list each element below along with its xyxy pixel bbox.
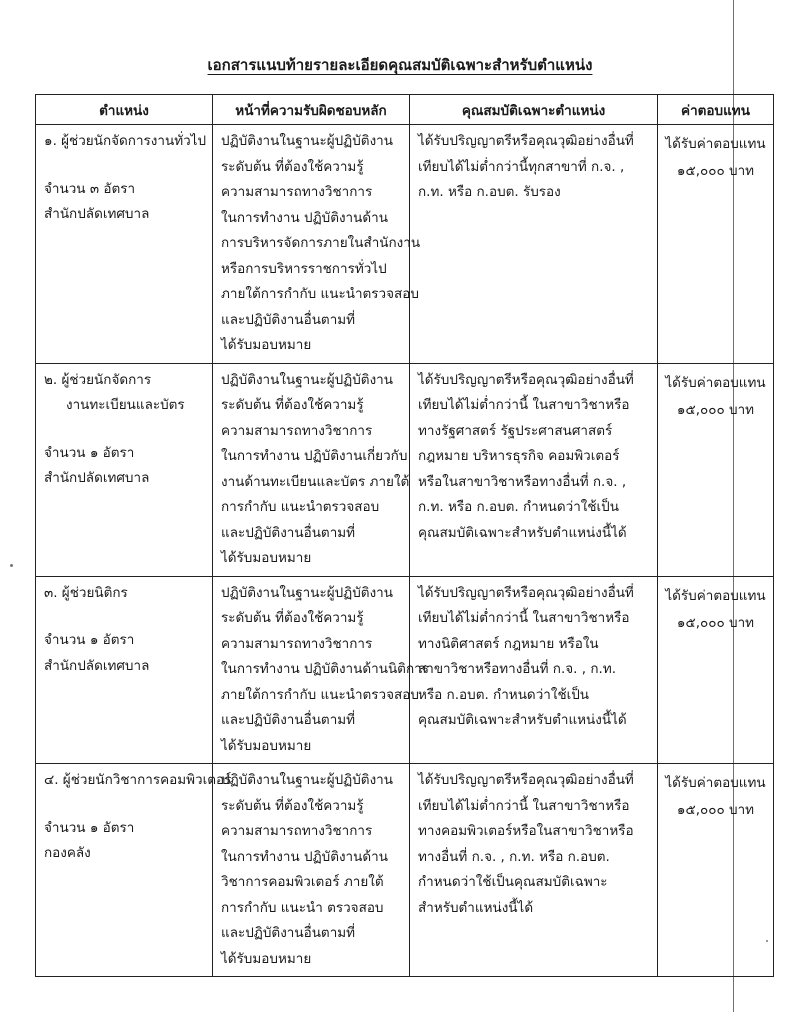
position-title: ๔. ผู้ช่วยนักวิชาการคอมพิวเตอร์ xyxy=(44,772,232,788)
duty-line: ระดับต้น ที่ต้องใช้ความรู้ xyxy=(221,797,364,814)
qualification-line: ก.ท. หรือ ก.อบต. รับรอง xyxy=(418,184,561,200)
spacer xyxy=(44,794,206,816)
duty-line: ภายใต้การกำกับ แนะนำตรวจสอบ xyxy=(221,686,419,703)
duties-cell xyxy=(213,363,410,576)
position-quota: จำนวน ๑ อัตรา xyxy=(44,819,135,836)
qualification-line: ได้รับปริญญาตรีหรือคุณวุฒิอย่างอื่นที่ xyxy=(418,133,634,149)
qualification-line: สาขาวิชาหรือทางอื่นที่ ก.จ. , ก.ท. xyxy=(418,661,617,677)
qualification-line: คุณสมบัติเฉพาะสำหรับตำแหน่งนี้ได้ xyxy=(418,712,627,728)
position-quota: จำนวน ๑ อัตรา xyxy=(44,444,135,461)
duty-line: ปฏิบัติงานในฐานะผู้ปฏิบัติงาน xyxy=(221,371,393,388)
duty-line: และปฏิบัติงานอื่นตามที่ xyxy=(221,712,356,728)
compensation-line: ๑๕,๐๐๐ บาท xyxy=(676,802,755,818)
qualification-table xyxy=(35,94,774,977)
duty-line: ระดับต้น ที่ต้องใช้ความรู้ xyxy=(221,397,364,413)
compensation-cell xyxy=(658,125,774,364)
qualifications-cell xyxy=(410,125,658,364)
qualification-line: ทางนิติศาสตร์ กฎหมาย หรือใน xyxy=(418,635,599,652)
duty-line: ระดับต้น ที่ต้องใช้ความรู้ xyxy=(221,610,364,626)
duty-line: ในการทำงาน ปฏิบัติงานด้านนิติการ xyxy=(221,661,429,677)
duty-line: ความสามารถทางวิชาการ xyxy=(221,184,373,200)
duty-line: ได้รับมอบหมาย xyxy=(221,550,312,566)
table-row xyxy=(36,764,774,977)
compensation-line: ๑๕,๐๐๐ บาท xyxy=(676,401,755,418)
position-cell xyxy=(36,125,213,364)
compensation-line: ๑๕,๐๐๐ บาท xyxy=(676,163,755,179)
table-header-row xyxy=(36,95,774,125)
spacer xyxy=(44,606,206,628)
qualifications-cell xyxy=(410,576,658,764)
compensation-content xyxy=(658,364,773,424)
position-content xyxy=(36,125,212,232)
position-title: งานทะเบียนและบัตร xyxy=(66,397,185,413)
qualifications-cell xyxy=(410,764,658,977)
position-office: สำนักปลัดเทศบาล xyxy=(44,206,150,222)
duty-line: ภายใต้การกำกับ แนะนำตรวจสอบ xyxy=(221,286,419,302)
duty-line: และปฏิบัติงานอื่นตามที่ xyxy=(221,524,356,541)
duty-line: และปฏิบัติงานอื่นตามที่ xyxy=(221,925,356,941)
compensation-content xyxy=(658,764,773,824)
qualifications-content xyxy=(410,764,657,925)
qualifications-content xyxy=(410,364,657,551)
compensation-line: ได้รับค่าตอบแทน xyxy=(665,374,766,391)
duty-line: หรือการบริหารราชการทั่วไป xyxy=(221,260,387,277)
duty-line: ความสามารถทางวิชาการ xyxy=(221,422,373,439)
scan-speck xyxy=(10,564,13,567)
duty-line: การกำกับ แนะนำตรวจสอบ xyxy=(221,499,380,515)
duties-cell xyxy=(213,764,410,977)
qualification-line: ได้รับปริญญาตรีหรือคุณวุฒิอย่างอื่นที่ xyxy=(418,584,634,601)
duty-line: ปฏิบัติงานในฐานะผู้ปฏิบัติงาน xyxy=(221,772,393,788)
header-position: ตำแหน่ง xyxy=(36,95,213,125)
duty-line: ความสามารถทางวิชาการ xyxy=(221,635,373,652)
qualification-line: ทางรัฐศาสตร์ รัฐประศาสนศาสตร์ xyxy=(418,422,613,439)
duty-line: ในการทำงาน ปฏิบัติงานเกี่ยวกับ xyxy=(221,448,408,464)
qualification-line: คุณสมบัติเฉพาะสำหรับตำแหน่งนี้ได้ xyxy=(418,524,627,541)
position-cell xyxy=(36,576,213,764)
qualification-line: ได้รับปริญญาตรีหรือคุณวุฒิอย่างอื่นที่ xyxy=(418,371,634,388)
compensation-line: ได้รับค่าตอบแทน xyxy=(665,775,766,791)
qualifications-content xyxy=(410,125,657,210)
qualification-line: หรือ ก.อบต. กำหนดว่าใช้เป็น xyxy=(418,686,590,703)
qualification-line: กฎหมาย บริหารธุรกิจ คอมพิวเตอร์ xyxy=(418,448,620,464)
position-title: ๒. ผู้ช่วยนักจัดการ xyxy=(44,371,152,388)
duty-line: ในการทำงาน ปฏิบัติงานด้าน xyxy=(221,848,388,865)
compensation-content xyxy=(658,577,773,637)
table-body xyxy=(36,125,774,977)
compensation-line: ๑๕,๐๐๐ บาท xyxy=(676,614,755,631)
duty-line: งานด้านทะเบียนและบัตร ภายใต้ xyxy=(221,473,410,490)
qualification-line: เทียบได้ไม่ต่ำกว่านี้ ในสาขาวิชาหรือ xyxy=(418,797,630,814)
qualification-line: เทียบได้ไม่ต่ำกว่านี้ ในสาขาวิชาหรือ xyxy=(418,610,630,626)
duty-line: ได้รับมอบหมาย xyxy=(221,950,312,967)
duties-content xyxy=(213,364,409,576)
qualification-line: ทางคอมพิวเตอร์หรือในสาขาวิชาหรือ xyxy=(418,823,634,839)
duties-content xyxy=(213,577,429,764)
qualification-line: ทางอื่นที่ ก.จ. , ก.ท. หรือ ก.อบต. xyxy=(418,848,610,865)
position-title: ๑. ผู้ช่วยนักจัดการงานทั่วไป xyxy=(44,133,207,149)
duty-line: การบริหารจัดการภายในสำนักงาน xyxy=(221,235,421,251)
position-cell xyxy=(36,363,213,576)
table-row xyxy=(36,125,774,364)
duty-line: ในการทำงาน ปฏิบัติงานด้าน xyxy=(221,209,388,226)
position-quota: จำนวน ๓ อัตรา xyxy=(44,180,136,197)
header-qualifications: คุณสมบัติเฉพาะตำแหน่ง xyxy=(410,95,658,125)
spacer xyxy=(44,155,206,177)
qualifications-content xyxy=(410,577,657,738)
duty-line: ความสามารถทางวิชาการ xyxy=(221,823,373,839)
document-title: เอกสารแนบท้ายรายละเอียดคุณสมบัติเฉพาะสำหรับตำแหน่ง xyxy=(207,56,593,74)
qualification-line: สำหรับตำแหน่งนี้ได้ xyxy=(418,899,534,916)
duties-cell xyxy=(213,125,421,364)
position-content xyxy=(36,577,212,684)
position-content xyxy=(36,764,232,871)
compensation-cell xyxy=(658,363,774,576)
compensation-line: ได้รับค่าตอบแทน xyxy=(665,587,766,604)
spacer xyxy=(44,419,206,441)
duties-content xyxy=(213,125,421,363)
qualification-line: กำหนดว่าใช้เป็นคุณสมบัติเฉพาะ xyxy=(418,874,608,890)
compensation-cell xyxy=(658,764,774,977)
header-compensation: ค่าตอบแทน xyxy=(658,95,774,125)
compensation-cell xyxy=(658,576,774,764)
duty-line: และปฏิบัติงานอื่นตามที่ xyxy=(221,311,356,328)
position-title: ๓. ผู้ช่วยนิติกร xyxy=(44,584,128,601)
duty-line: ปฏิบัติงานในฐานะผู้ปฏิบัติงาน xyxy=(221,133,393,149)
duty-line: วิชาการคอมพิวเตอร์ ภายใต้ xyxy=(221,874,384,890)
table-row xyxy=(36,576,774,764)
qualification-line: หรือในสาขาวิชาหรือทางอื่นที่ ก.จ. , xyxy=(418,473,627,490)
duty-line: ปฏิบัติงานในฐานะผู้ปฏิบัติงาน xyxy=(221,584,393,601)
position-quota: จำนวน ๑ อัตรา xyxy=(44,632,135,648)
qualification-line: ได้รับปริญญาตรีหรือคุณวุฒิอย่างอื่นที่ xyxy=(418,772,634,788)
duty-line: ได้รับมอบหมาย xyxy=(221,337,312,353)
qualification-line: เทียบได้ไม่ต่ำกว่านี้ทุกสาขาที่ ก.จ. , xyxy=(418,158,625,175)
duty-line: การกำกับ แนะนำ ตรวจสอบ xyxy=(221,899,384,916)
qualifications-cell xyxy=(410,363,658,576)
compensation-content xyxy=(658,125,773,185)
table-row xyxy=(36,363,774,576)
position-content xyxy=(36,364,212,496)
position-office: กองคลัง xyxy=(44,845,91,861)
qualification-line: เทียบได้ไม่ต่ำกว่านี้ ในสาขาวิชาหรือ xyxy=(418,397,630,413)
duties-cell xyxy=(213,576,429,764)
qualification-line: ก.ท. หรือ ก.อบต. กำหนดว่าใช้เป็น xyxy=(418,499,619,515)
compensation-line: ได้รับค่าตอบแทน xyxy=(665,136,766,152)
header-duties: หน้าที่ความรับผิดชอบหลัก xyxy=(213,95,410,125)
position-office: สำนักปลัดเทศบาล xyxy=(44,470,150,486)
duty-line: ได้รับมอบหมาย xyxy=(221,737,312,754)
position-office: สำนักปลัดเทศบาล xyxy=(44,657,150,674)
position-cell xyxy=(36,764,232,977)
duties-content xyxy=(213,764,409,976)
duty-line: ระดับต้น ที่ต้องใช้ความรู้ xyxy=(221,158,364,175)
